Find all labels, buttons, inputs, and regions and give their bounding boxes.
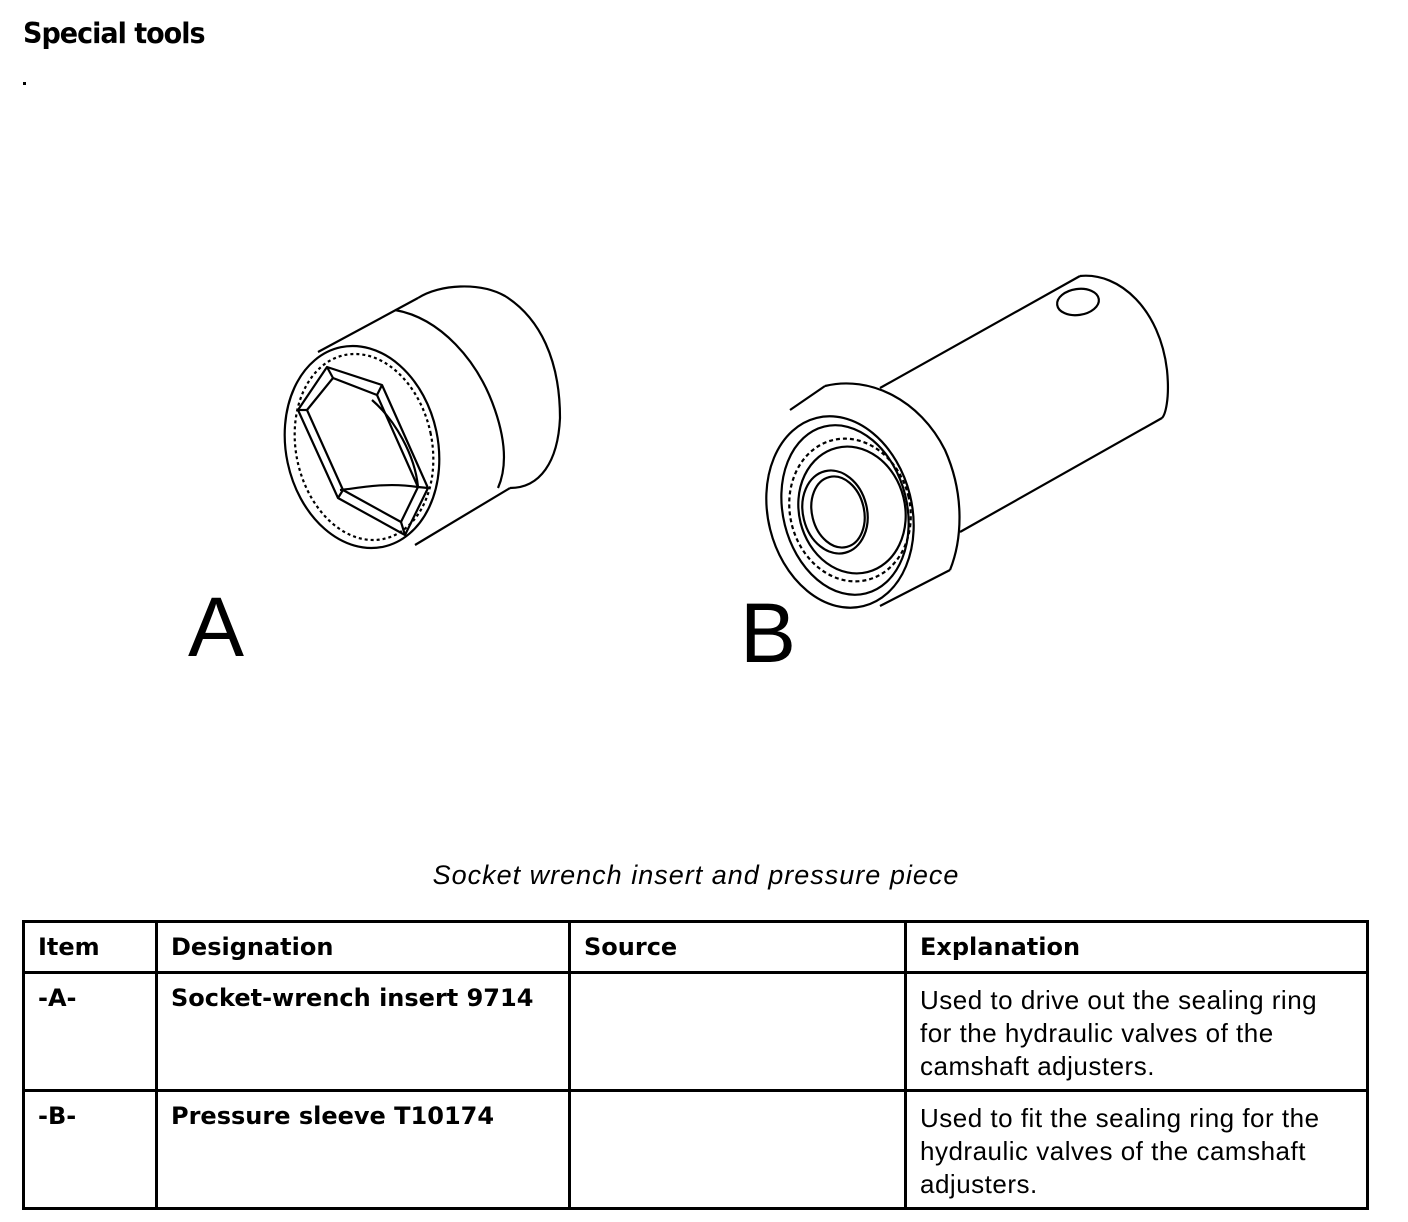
item-cell: -A- [24,973,157,1091]
header-item: Item [24,922,157,973]
source-cell [570,973,906,1091]
table-header-row [24,922,1368,973]
page-title: Special tools [23,18,205,51]
designation-cell: Socket-wrench insert 9714 [157,973,570,1091]
header-explanation: Explanation [906,922,1368,973]
table-row [24,1091,1368,1209]
table-row [24,973,1368,1091]
header-designation: Designation [157,922,570,973]
label-a: A [188,580,245,674]
designation-cell: Pressure sleeve T10174 [157,1091,570,1209]
figure-caption: Socket wrench insert and pressure piece [432,860,960,890]
source-cell [570,1091,906,1209]
item-cell: -B- [24,1091,157,1209]
special-tools-table [22,920,1369,1210]
explanation-cell: Used to fit the sealing ring for the hydraulic valves of the camshaft adjusters. [906,1091,1368,1209]
header-source: Source [570,922,906,973]
socket-wrench-insert-drawing [266,286,560,562]
pressure-sleeve-drawing [747,276,1168,624]
explanation-cell: Used to drive out the sealing ring for the hydraulic valves of the camshaft adjusters. [906,973,1368,1091]
label-b: B [740,586,797,680]
